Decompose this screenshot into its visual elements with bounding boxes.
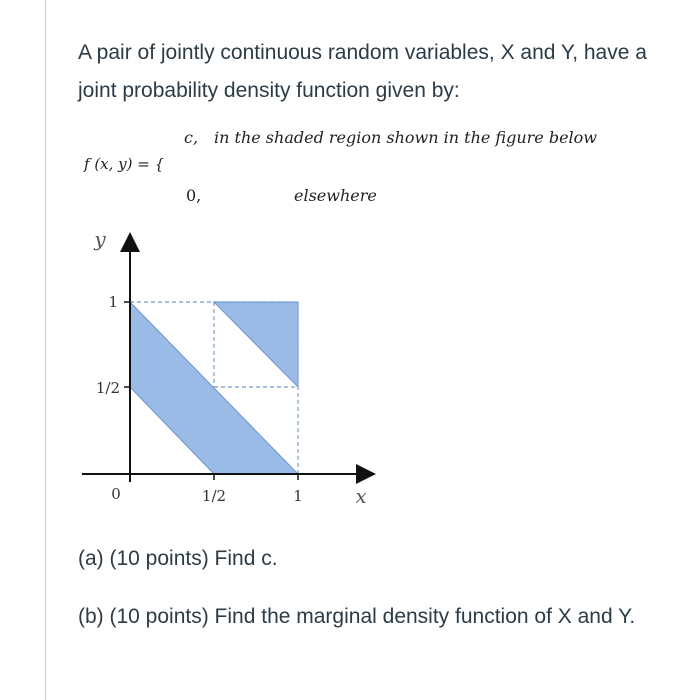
- y-tick-label-half: 1/2: [95, 379, 120, 397]
- pdf-case-c-value: c,: [184, 128, 199, 147]
- shaded-triangle-region: [214, 302, 298, 387]
- y-tick-label-1: 1: [108, 293, 118, 311]
- left-border-rule: [45, 0, 46, 700]
- question-part-a: (a) (10 points) Find c.: [78, 547, 278, 570]
- x-axis-label: x: [355, 484, 367, 508]
- pdf-lhs: f (x, y) = {: [84, 155, 165, 173]
- x-tick-label-half: 1/2: [201, 487, 227, 505]
- question-part-b: (b) (10 points) Find the marginal density function of X and Y.: [78, 605, 636, 628]
- x-tick-label-0: 0: [111, 485, 121, 503]
- pdf-case-zero-condition: elsewhere: [294, 186, 377, 205]
- x-tick-label-1: 1: [293, 487, 303, 505]
- y-axis-label: y: [94, 227, 106, 251]
- pdf-case-zero-value: 0,: [186, 186, 202, 205]
- pdf-case-c-condition: in the shaded region shown in the figure below: [214, 128, 597, 147]
- shaded-region-figure: [78, 220, 388, 520]
- question-content: [78, 0, 678, 700]
- problem-intro: A pair of jointly continuous random variables, X and Y, have a joint probability density function given by:: [78, 41, 647, 102]
